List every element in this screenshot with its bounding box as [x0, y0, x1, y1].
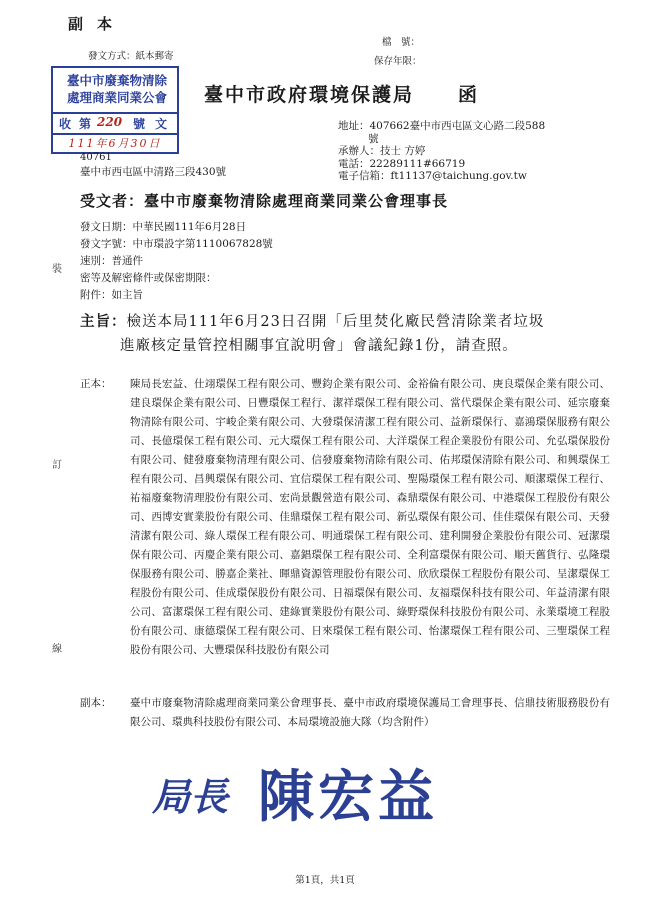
subject-line2: 進廠核定量管控相關事宜說明會」會議紀錄1份，請查照。	[120, 338, 518, 354]
stamp-receipt-row	[53, 112, 177, 135]
margin-mark-bind: 裝	[52, 264, 62, 275]
stamp-receipt-number: 220	[97, 115, 123, 129]
recipients-label: 正本：	[80, 378, 112, 390]
signature-name: 陳宏益	[258, 764, 438, 824]
cc-label: 副本：	[80, 697, 112, 709]
stamp-organization	[57, 72, 177, 106]
receiver-zip: 40761	[80, 152, 112, 163]
sender-info	[338, 120, 598, 183]
stamp-date: 111年6月30日	[68, 137, 162, 150]
document-number: 發文字號：中市環設字第1110067828號	[80, 238, 273, 250]
file-number-label: 檔 號：	[382, 37, 421, 48]
cc-text: 臺中市廢棄物清除處理商業同業公會理事長、臺中市政府環境保護局工會理事長、信鼎技術服務股份有限公司、環典科技股份有限公司、本局環境設施大隊（均含附件）	[130, 697, 610, 728]
subject	[80, 310, 610, 358]
subject-label: 主旨：	[80, 313, 127, 330]
signature-title: 局長	[152, 774, 229, 819]
stamp-recv-suffix-2: 文	[155, 117, 168, 131]
security-level: 密等及解密條件或保密期限：	[80, 272, 217, 284]
send-method: 發文方式：紙本郵寄	[88, 51, 174, 62]
stamp-org-line1: 臺中市廢棄物清除	[66, 73, 167, 88]
receiver-address: 臺中市西屯區中清路三段430號	[80, 166, 227, 178]
agency-title: 臺中市政府環境保護局	[204, 84, 415, 106]
retention-label: 保存年限：	[374, 56, 422, 67]
margin-mark-seal: 訂	[52, 460, 62, 471]
subject-line1: 檢送本局111年6月23日召開「后里焚化廠民營清除業者垃圾	[126, 314, 545, 330]
page-indicator: 第1頁，共1頁	[295, 875, 355, 886]
document-type: 函	[458, 84, 478, 106]
receipt-stamp	[51, 66, 179, 154]
stamp-recv-char: 收	[59, 117, 72, 131]
speed: 速別：普通件	[80, 255, 143, 267]
director-signature	[150, 758, 510, 824]
stamp-recv-prefix: 第	[79, 117, 92, 131]
stamp-org-line2: 處理商業同業公會	[66, 90, 167, 105]
sender-contact: 承辦人：技士 方婷	[338, 145, 426, 157]
stamp-recv-suffix: 號	[133, 117, 146, 131]
sender-address-cont: 號	[368, 132, 379, 145]
cc-list	[80, 694, 610, 732]
issue-date: 發文日期：中華民國111年6月28日	[80, 221, 247, 233]
recipients-list	[80, 375, 610, 660]
attachment: 附件：如主旨	[80, 289, 143, 301]
sender-email: 電子信箱：ft11137@taichung.gov.tw	[338, 170, 527, 182]
sender-phone: 電話：22289111#66719	[338, 157, 466, 170]
copy-mark: 副本	[68, 15, 127, 33]
recipient: 受文者：臺中市廢棄物清除處理商業同業公會理事長	[80, 192, 449, 210]
sender-address: 地址：407662臺中市西屯區文心路二段588	[338, 120, 546, 132]
recipients-text: 陳局長宏益、仕翊環保工程有限公司、豐鈞企業有限公司、金裕倫有限公司、庚良環保企業有限公司、建良環保企業有限公司、日豐環保工程行、潔祥環保工程有限公司、當代環保企業有限公司、延宗廢棄物清除有限公司、宇峻企業有限公司、大發環保清潔工程有限公司、益新環保行、嘉鴻環保服務有限公司、長億環保工程有限公司、元大環保工程有限公司、大洋環保工程企業股份有限公司、允弘環保股份有限公司、健發廢棄物清理有限公司、信發廢棄物清除有限公司、佑邦環保清除有限公司、和興環保工程有限公司、昌興環保有限公司、宜信環保工程有限公司、聖陽環保工程有限公司、順潔環保工程行、祐福廢棄物清理股份有限公司、宏尚景觀營造有限公司、森鼎環保有限公司、中港環保工程股份有限公司、西博安實業股份有限公司、佳鼎環保工程有限公司、新弘環保有限公司、佳佳環保有限公司、天發清潔有限公司、綠人環保工程有限公司、明通環保工程有限公司、建利開發企業股份有限公司、冠潔環保有限公司、丙慶企業有限公司、嘉錩環保工程有限公司、全利富環保有限公司、順天舊貨行、弘隆環保服務有限公司、勝嘉企業社、暉鼎資源管理股份有限公司、欣欣環保工程股份有限公司、呈潔環保工程股份有限公司、佳成環保股份有限公司、日福環保有限公司、友福環保科技有限公司、年益清潔有限公司、富潔環保工程有限公司、建綠實業股份有限公司、綠野環保科技股份有限公司、永業環境工程股份有限公司、康德環保工程有限公司、日來環保工程有限公司、怡潔環保工程有限公司、三聖環保工程股份有限公司、大豐環保科技股份有限公司	[130, 378, 610, 656]
margin-mark-line: 線	[52, 644, 62, 655]
